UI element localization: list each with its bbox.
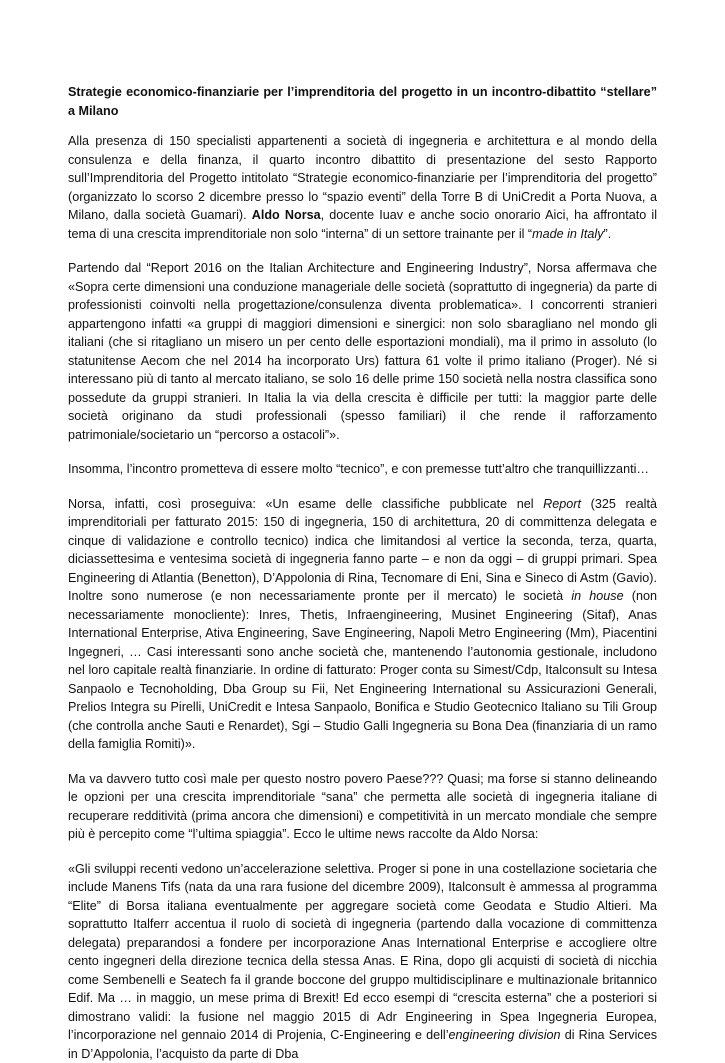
paragraph-rankings-text-e: (non necessariamente monocliente): Inres, Thetis, Infraengineering, Musinet Engineering (Sitaf), Anas International Enterprise, Ativa Engineering, Save Engineering, Napoli Metro Engineering (Mm), Piacentini Ingegneri, … Casi interessanti sono anche società che, mantenendo l’autonomia gestionale, includono nel loro capitale realtà finanziarie. In ordine di fatturato: Proger conta su Simest/Cdp, Italconsult su Intesa Sanpaolo e Tecnoholding, Dba Group su Fii, Net Engineering International su Assicurazioni Generali, Prelios Integra su Pirelli, UniCredit e Intesa Sanpaolo, Bonifica e Studio Geotecnico Italiano su Tili Group (che controlla anche Sauti e Renardet), Sgi – Studio Galli Ingegneria su Bona Dea (finanziaria di un ramo della famiglia Romiti)».	[68, 589, 657, 751]
author-name: Aldo Norsa	[252, 208, 321, 222]
paragraph-news-text-a: «Gli sviluppi recenti vedono un’accelerazione selettiva. Proger si pone in una costellazione societaria che include Manens Tifs (nata da una rara fusione del dicembre 2009), Italconsult è ammessa al programma “Elite” di Borsa italiana eventualmente per aggregare società come Geodata e Studio Altieri. Ma soprattutto Italferr accentua il ruolo di società di ingegneria (partendo dalla vocazione di committenza delegata) preparandosi a fondere per incorporazione Anas International Enterprise e accogliere oltre cento ingegneri della direzione tecnica della stessa Anas. E Rina, dopo gli acquisti di società di nicchia come Sembenelli e Seatech fa il grande boccone del gruppo multidisciplinare e multinazionale britannico Edif. Ma … in maggio, un mese prima di Brexit! Ed ecco esempi di “crescita esterna” che a posteriori si dimostrano validi: la fusione nel maggio 2015 di Adr Engineering in Spea Ingegneria Europea, l’incorporazione nel gennaio 2014 di Projenia, C-Engineering e dell’	[68, 862, 657, 1043]
paragraph-rankings-text-a: Norsa, infatti, così proseguiva: «Un esame delle classifiche pubblicate nel	[68, 497, 543, 511]
paragraph-news-text-c: di Rina Services in D’Appolonia, l’acquisto da parte di Dba	[68, 1028, 657, 1061]
engineering-division-term: engineering division	[449, 1028, 561, 1042]
paragraph-report: Partendo dal “Report 2016 on the Italian Architecture and Engineering Industry”, Norsa affermava che «Sopra certe dimensioni una conduzione manageriale delle società (soprattutto di ingegneria) da parte di professionisti coinvolti nella progettazione/consulenza diventa problematica». I concorrenti stranieri appartengono infatti «a gruppi di maggiori dimensioni e sinergici: non solo sbaragliano nel mondo gli italiani (che si ritagliano un misero un per cento delle esportazioni mondiali), ma il primo in assoluto (lo statunitense Aecom che nel 2014 ha incorporato Urs) fattura 61 volte il primo italiano (Proger). Né si interessano più di tanto al mercato italiano, se solo 16 delle prime 150 società nella nostra classifica sono possedute da gruppi stranieri. In Italia la via della crescita è difficile per tutti: la maggior parte delle società originano da studi professionali (spesso familiari) il che rende il rafforzamento patrimoniale/societario un “percorso a ostacoli”».	[68, 259, 657, 444]
article-title: Strategie economico-finanziarie per l’imprenditoria del progetto in un incontro-dibattito “stellare” a Milano	[68, 83, 657, 120]
paragraph-intro-text-a: Alla presenza di 150 specialisti appartenenti a società di ingegneria e architettura e al mondo della consulenza e della finanza, il quarto incontro dibattito di presentazione del sesto Rapporto sull’Imprenditoria del Progetto intitolato “Strategie economico-finanziarie per l’imprenditoria del progetto” (organizzato lo scorso 2 dicembre presso lo “spazio eventi” della Torre B di UniCredit a Porta Nuova, a Milano, dalla società Guamari).	[68, 134, 657, 222]
in-house-term: in house	[571, 589, 623, 603]
report-term: Report	[543, 497, 581, 511]
paragraph-summary: Insomma, l’incontro prometteva di essere molto “tecnico”, e con premesse tutt’altro che tranquillizzanti…	[68, 460, 657, 479]
paragraph-intro	[68, 132, 657, 243]
paragraph-rankings-text-c: (325 realtà imprenditoriali per fatturato 2015: 150 di ingegneria, 150 di architettura, 20 di committenza delegata e cinque di validazione e controllo tecnico) indica che limitandosi al vertice la seconda, terza, quarta, diciassettesima e ventesima società di ingegneria fanno parte – e non da oggi – di gruppi primari. Spea Engineering di Atlantia (Benetton), D’Appolonia di Rina, Tecnomare di Eni, Sina e Sineco di Astm (Gavio). Inoltre sono numerose (e non necessariamente pronte per il mercato) le società	[68, 497, 657, 604]
made-in-italy-term: made in Italy	[532, 227, 603, 241]
paragraph-intro-text-e: ”.	[604, 227, 612, 241]
paragraph-news	[68, 860, 657, 1063]
paragraph-intro-text-c: , docente Iuav e anche socio onorario Aici, ha affrontato il tema di una crescita imprenditoriale non solo “interna” di un settore trainante per il “	[68, 208, 657, 241]
paragraph-outlook: Ma va davvero tutto così male per questo nostro povero Paese??? Quasi; ma forse si stanno delineando le opzioni per una crescita imprenditoriale “sana” che permetta alle società di ingegneria italiane di recuperare redditività (prima ancora che dimensioni) e competitività in un mercato mondiale che sempre più è percepito come “l’ultima spiaggia”. Ecco le ultime news raccolte da Aldo Norsa:	[68, 770, 657, 844]
paragraph-rankings	[68, 495, 657, 754]
